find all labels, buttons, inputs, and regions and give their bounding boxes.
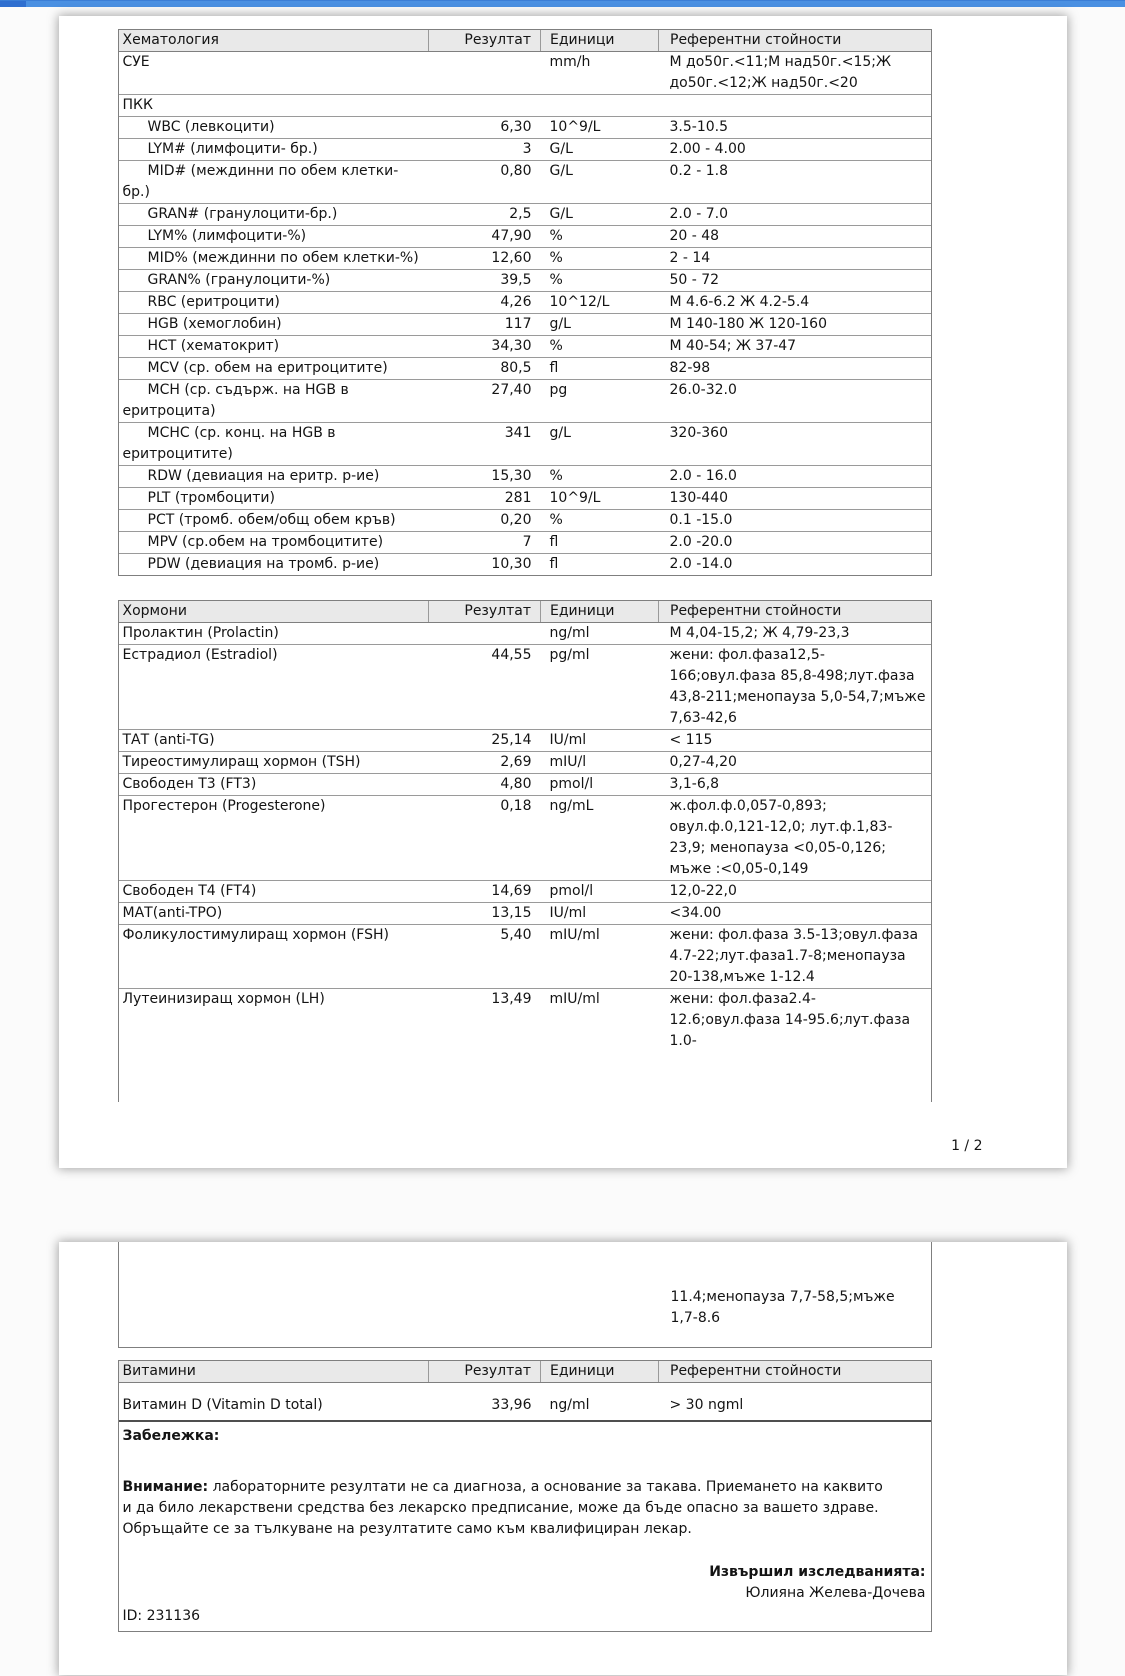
- table-row: [119, 645, 931, 730]
- table-row: [119, 314, 931, 336]
- warning-text: лабораторните резултати не са диагноза, а основание за такава. Приемането на каквито и да било лекарствени средства без лекарско предписание, може да бъде опасно за вашето здраве. Обръщайте се за тълкуване на резултатите само към квалифициран лекар.: [122, 1479, 883, 1537]
- parameter-name: Тиреостимулиращ хормон (TSH): [119, 752, 429, 774]
- parameter-name: MCHC (ср. конц. на HGB в еритроцитите): [119, 423, 429, 466]
- table-row: [119, 774, 931, 796]
- parameter-name: HCT (хематокрит): [119, 336, 429, 358]
- parameter-name: HGB (хемоглобин): [119, 314, 429, 336]
- parameter-name: Естрадиол (Estradiol): [119, 645, 429, 730]
- parameter-name: LYM# (лимфоцити- бр.): [119, 139, 429, 161]
- units-value: pg: [541, 380, 659, 423]
- notes-section: [119, 1422, 931, 1631]
- reference-range-continuation: 11.4;менопауза 7,7-58,5;мъже 1,7-8.6: [670, 1289, 895, 1326]
- result-value: [429, 52, 541, 95]
- column-header-result: Резултат: [429, 1361, 541, 1383]
- units-value: mIU/l: [541, 752, 659, 774]
- column-header-units: Единици: [541, 1361, 659, 1383]
- table-row: [119, 623, 931, 645]
- parameter-name: Свободен Т4 (FT4): [119, 881, 429, 903]
- units-value: fl: [541, 358, 659, 380]
- table-row: [119, 488, 931, 510]
- vitamins-table: [119, 1361, 931, 1422]
- units-value: ng/ml: [549, 625, 590, 641]
- table-row: [119, 554, 931, 576]
- result-value: 5,40: [429, 925, 541, 989]
- units-value: mIU/ml: [541, 989, 659, 1103]
- result-value: 7: [429, 532, 541, 554]
- units-value: 10^9/L: [541, 117, 659, 139]
- column-header-reference: Референтни стойности: [659, 30, 931, 52]
- table-row: [119, 139, 931, 161]
- result-value: 2,69: [429, 752, 541, 774]
- table-row: [119, 903, 931, 925]
- units-value: 10^9/L: [541, 488, 659, 510]
- parameter-name: PCT (тромб. обем/общ обем кръв): [119, 510, 429, 532]
- table-row: [119, 270, 931, 292]
- units-value: G/L: [541, 139, 659, 161]
- result-value: 0,18: [429, 796, 541, 881]
- result-value: 39,5: [429, 270, 541, 292]
- result-value: 0,20: [429, 510, 541, 532]
- units-value: 10^12/L: [541, 292, 659, 314]
- table-row: [119, 730, 931, 752]
- table-row: [119, 226, 931, 248]
- table-row: [119, 1383, 931, 1422]
- units-value: G/L: [541, 161, 659, 204]
- parameter-name: MID# (междинни по обем клетки-бр.): [119, 161, 429, 204]
- reference-range: 130-440: [659, 488, 931, 510]
- table-header-row: [119, 30, 931, 52]
- units-value: g/L: [541, 423, 659, 466]
- table-row: [119, 925, 931, 989]
- result-value: 10,30: [429, 554, 541, 576]
- parameter-name: MPV (ср.обем на тромбоцитите): [119, 532, 429, 554]
- document-page-2: [59, 1242, 1067, 1675]
- column-header-category: Хематология: [119, 30, 429, 52]
- units-value: mm/h: [549, 54, 591, 70]
- parameter-name: Пролактин (Prolactin): [122, 625, 279, 641]
- result-value: 44,55: [429, 645, 541, 730]
- units-value: %: [541, 510, 659, 532]
- performed-by-name: Юлияна Желева-Дочева: [745, 1585, 926, 1601]
- loading-bar-accent: [0, 1, 26, 7]
- table-row: [119, 796, 931, 881]
- column-header-units: Единици: [541, 30, 659, 52]
- result-value: 80,5: [429, 358, 541, 380]
- reference-range: 0.1 -15.0: [659, 510, 931, 532]
- hematology-table: [119, 30, 931, 575]
- parameter-name: GRAN% (гранулоцити-%): [119, 270, 429, 292]
- table-row: [119, 532, 931, 554]
- page-number-indicator: 1 / 2: [951, 1138, 983, 1154]
- reference-range: 320-360: [659, 423, 931, 466]
- table-row: [119, 510, 931, 532]
- hormones-table-box: [118, 600, 932, 1102]
- reference-range: М 140-180 Ж 120-160: [659, 314, 931, 336]
- reference-range: 2.0 -14.0: [659, 554, 931, 576]
- parameter-name: GRAN# (гранулоцити-бр.): [119, 204, 429, 226]
- vitamins-and-notes-box: [118, 1360, 932, 1632]
- units-value: ng/mL: [541, 796, 659, 881]
- units-value: %: [541, 270, 659, 292]
- units-value: fl: [541, 532, 659, 554]
- reference-range: жени: фол.фаза 3.5-13;овул.фаза 4.7-22;лут.фаза1.7-8;менопауза 20-138,мъже 1-12.4: [659, 925, 931, 989]
- units-value: %: [541, 248, 659, 270]
- result-value: 15,30: [429, 466, 541, 488]
- parameter-name: Фоликулостимулиращ хормон (FSH): [119, 925, 429, 989]
- table-row: [119, 423, 931, 466]
- warning-paragraph: [123, 1477, 885, 1540]
- reference-range: 2.0 - 7.0: [659, 204, 931, 226]
- parameter-name: WBC (левкоцити): [119, 117, 429, 139]
- hematology-table-box: [118, 29, 932, 576]
- result-value: 12,60: [429, 248, 541, 270]
- reference-range: > 30 ngml: [659, 1383, 931, 1422]
- result-value: 14,69: [429, 881, 541, 903]
- table-row: [119, 204, 931, 226]
- reference-range: 0.2 - 1.8: [659, 161, 931, 204]
- lh-reference-continuation-box: [118, 1242, 932, 1348]
- result-value: 281: [429, 488, 541, 510]
- document-page-1: [59, 16, 1067, 1168]
- units-value: fl: [541, 554, 659, 576]
- reference-range: М 4,04-15,2; Ж 4,79-23,3: [669, 625, 850, 641]
- units-value: g/L: [541, 314, 659, 336]
- result-value: 4,80: [429, 774, 541, 796]
- note-label: Забележка:: [122, 1428, 220, 1444]
- units-value: pmol/l: [541, 774, 659, 796]
- parameter-name: LYM% (лимфоцити-%): [119, 226, 429, 248]
- result-value: 341: [429, 423, 541, 466]
- parameter-name: Прогестерон (Progesterone): [119, 796, 429, 881]
- reference-range: < 115: [659, 730, 931, 752]
- units-value: pmol/l: [541, 881, 659, 903]
- table-row: [119, 380, 931, 423]
- parameter-name: Лутеинизиращ хормон (LH): [119, 989, 429, 1103]
- reference-range: 20 - 48: [659, 226, 931, 248]
- reference-range: 2.0 -20.0: [659, 532, 931, 554]
- table-row: [119, 336, 931, 358]
- column-header-category: Хормони: [119, 601, 429, 623]
- result-value: 34,30: [429, 336, 541, 358]
- table-row: [119, 248, 931, 270]
- column-header-category: Витамини: [119, 1361, 429, 1383]
- table-row: [119, 292, 931, 314]
- parameter-name: MID% (междинни по обем клетки-%): [119, 248, 429, 270]
- parameter-name: Свободен Т3 (FT3): [119, 774, 429, 796]
- units-value: ng/ml: [541, 1383, 659, 1422]
- units-value: %: [541, 466, 659, 488]
- units-value: %: [541, 336, 659, 358]
- hormones-table: [119, 601, 931, 1102]
- result-value: [429, 623, 541, 645]
- reference-range: жени: фол.фаза2.4-12.6;овул.фаза 14-95.6;лут.фаза 1.0-: [659, 989, 931, 1103]
- result-value: 2,5: [429, 204, 541, 226]
- units-value: pg/ml: [541, 645, 659, 730]
- units-value: mIU/ml: [541, 925, 659, 989]
- parameter-name: MCH (ср. съдърж. на HGB в еритроцита): [119, 380, 429, 423]
- result-value: 3: [429, 139, 541, 161]
- units-value: IU/ml: [541, 730, 659, 752]
- parameter-name: МАТ(anti-TPO): [119, 903, 429, 925]
- column-header-reference: Референтни стойности: [659, 1361, 931, 1383]
- result-value: 33,96: [429, 1383, 541, 1422]
- result-value: 47,90: [429, 226, 541, 248]
- reference-range: 50 - 72: [659, 270, 931, 292]
- table-header-row: [119, 1361, 931, 1383]
- browser-loading-bar: [0, 0, 1125, 7]
- reference-range: 2.00 - 4.00: [659, 139, 931, 161]
- table-row: [119, 161, 931, 204]
- parameter-name: PLT (тромбоцити): [119, 488, 429, 510]
- result-value: 6,30: [429, 117, 541, 139]
- document-id: ID: 231136: [122, 1608, 201, 1624]
- column-header-result: Резултат: [429, 601, 541, 623]
- units-value: G/L: [541, 204, 659, 226]
- reference-range: 3.5-10.5: [659, 117, 931, 139]
- table-row: [119, 117, 931, 139]
- table-row: [119, 752, 931, 774]
- column-header-result: Резултат: [429, 30, 541, 52]
- reference-range: 3,1-6,8: [659, 774, 931, 796]
- reference-range: 0,27-4,20: [659, 752, 931, 774]
- table-row: [119, 52, 931, 95]
- units-value: %: [541, 226, 659, 248]
- reference-range: жени: фол.фаза12,5-166;овул.фаза 85,8-498;лут.фаза 43,8-211;менопауза 5,0-54,7;мъже 7,63-42,6: [659, 645, 931, 730]
- result-value: 13,49: [429, 989, 541, 1103]
- result-value: 13,15: [429, 903, 541, 925]
- reference-range: <34.00: [659, 903, 931, 925]
- section-label: ПКК: [119, 95, 931, 117]
- warning-label: Внимание:: [122, 1479, 209, 1495]
- reference-range: 82-98: [659, 358, 931, 380]
- column-header-units: Единици: [541, 601, 659, 623]
- parameter-name: PDW (девиация на тромб. р-ие): [119, 554, 429, 576]
- reference-range: 26.0-32.0: [659, 380, 931, 423]
- parameter-name: ТАТ (anti-TG): [119, 730, 429, 752]
- table-row: [119, 989, 931, 1103]
- reference-range: 2 - 14: [659, 248, 931, 270]
- reference-range: М 4.6-6.2 Ж 4.2-5.4: [659, 292, 931, 314]
- table-row: [119, 466, 931, 488]
- column-header-reference: Референтни стойности: [659, 601, 931, 623]
- result-value: 25,14: [429, 730, 541, 752]
- parameter-name: MCV (ср. обем на еритроцитите): [119, 358, 429, 380]
- parameter-name: Витамин D (Vitamin D total): [119, 1383, 429, 1422]
- table-row: [119, 95, 931, 117]
- result-value: 117: [429, 314, 541, 336]
- reference-range: ж.фол.ф.0,057-0,893; овул.ф.0,121-12,0; лут.ф.1,83-23,9; менопауза <0,05-0,126; мъже :<0,05-0,149: [659, 796, 931, 881]
- parameter-name: RBC (еритроцити): [119, 292, 429, 314]
- performed-by-label: Извършил изследванията:: [709, 1564, 926, 1580]
- table-row: [119, 358, 931, 380]
- table-header-row: [119, 601, 931, 623]
- table-row: [119, 881, 931, 903]
- units-value: IU/ml: [541, 903, 659, 925]
- reference-range: 12,0-22,0: [659, 881, 931, 903]
- reference-range: М 40-54; Ж 37-47: [659, 336, 931, 358]
- parameter-name: СУЕ: [122, 54, 150, 70]
- reference-range: М до50г.<11;М над50г.<15;Ж до50г.<12;Ж над50г.<20: [669, 54, 892, 91]
- result-value: 4,26: [429, 292, 541, 314]
- reference-range: 2.0 - 16.0: [659, 466, 931, 488]
- result-value: 27,40: [429, 380, 541, 423]
- parameter-name: RDW (девиация на еритр. р-ие): [119, 466, 429, 488]
- result-value: 0,80: [429, 161, 541, 204]
